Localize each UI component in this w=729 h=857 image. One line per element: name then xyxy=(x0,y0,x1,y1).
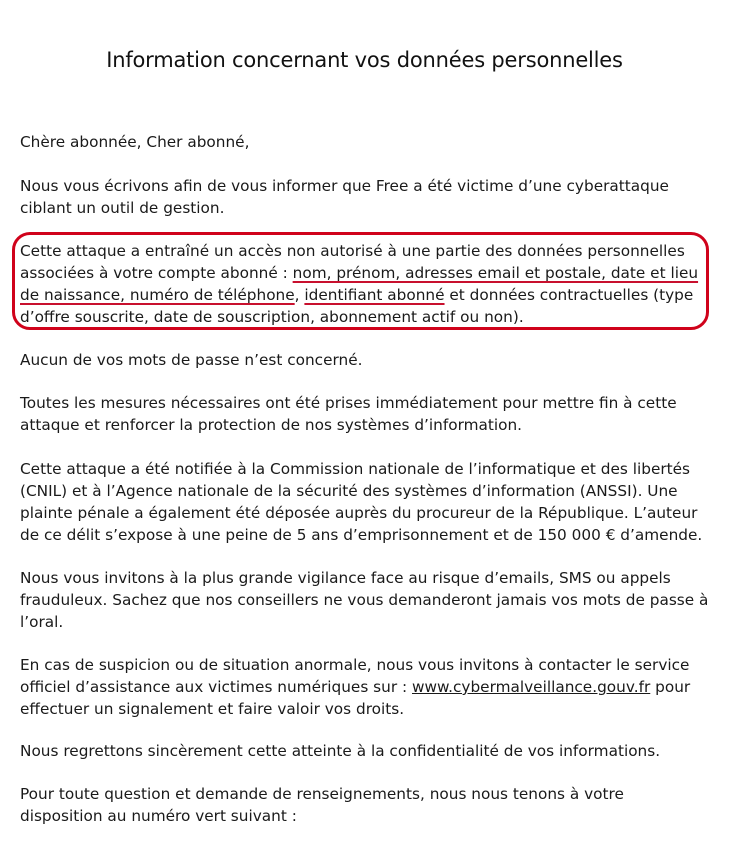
paragraph-intro: Nous vous écrivons afin de vous informer que Free a été victime d’une cyberattaque ciblant un outil de gestion. xyxy=(20,177,669,217)
paragraph-assistance-after: pour effectuer un signalement et faire valoir vos droits. xyxy=(20,678,691,718)
cybermalveillance-link[interactable]: www.cybermalveillance.gouv.fr xyxy=(412,678,651,696)
paragraph-passwords: Aucun de vos mots de passe n’est concerné. xyxy=(20,351,363,369)
underlined-subscriber-id: identifiant abonné xyxy=(304,286,445,304)
paragraph-regret: Nous regrettons sincèrement cette atteinte à la confidentialité de vos informations. xyxy=(20,742,661,760)
page-title: Information concernant vos données personnelles xyxy=(106,48,623,72)
greeting: Chère abonnée, Cher abonné, xyxy=(20,133,250,151)
paragraph-contact: Pour toute question et demande de renseignements, nous nous tenons à votre disposition au numéro vert suivant : xyxy=(20,785,624,825)
underlined-personal-data: nom, prénom, adresses email et postale, date et lieu de naissance, numéro de téléphone xyxy=(20,264,699,304)
separator: , xyxy=(294,286,305,304)
paragraph-notification: Cette attaque a été notifiée à la Commission nationale de l’informatique et des libertés (CNIL) et à l’Agence nationale de la sécurité des systèmes d’information (ANSSI). Une plainte pénale a également été déposée auprès du procureur de la République. L’auteur de ce délit s’expose à une peine de 5 ans d’emprisonnement et de 150 000 € d’amende. xyxy=(20,460,703,544)
paragraph-vigilance: Nous vous invitons à la plus grande vigilance face au risque d’emails, SMS ou appels frauduleux. Sachez que nos conseillers ne vous demanderont jamais vos mots de passe à l’oral. xyxy=(20,569,709,631)
paragraph-data-accessed xyxy=(20,240,710,328)
paragraph-data-accessed-intro: Cette attaque a entraîné un accès non autorisé à une partie des données personnelles associées à votre compte abonné : xyxy=(20,242,685,282)
paragraph-assistance xyxy=(20,654,710,720)
paragraph-measures: Toutes les mesures nécessaires ont été prises immédiatement pour mettre fin à cette attaque et renforcer la protection de nos systèmes d’information. xyxy=(20,394,677,434)
paragraph-assistance-before: En cas de suspicion ou de situation anormale, nous vous invitons à contacter le service officiel d’assistance aux victimes numériques sur : xyxy=(20,656,690,696)
paragraph-data-accessed-outro: et données contractuelles (type d’offre souscrite, date de souscription, abonnement actif ou non). xyxy=(20,286,694,326)
